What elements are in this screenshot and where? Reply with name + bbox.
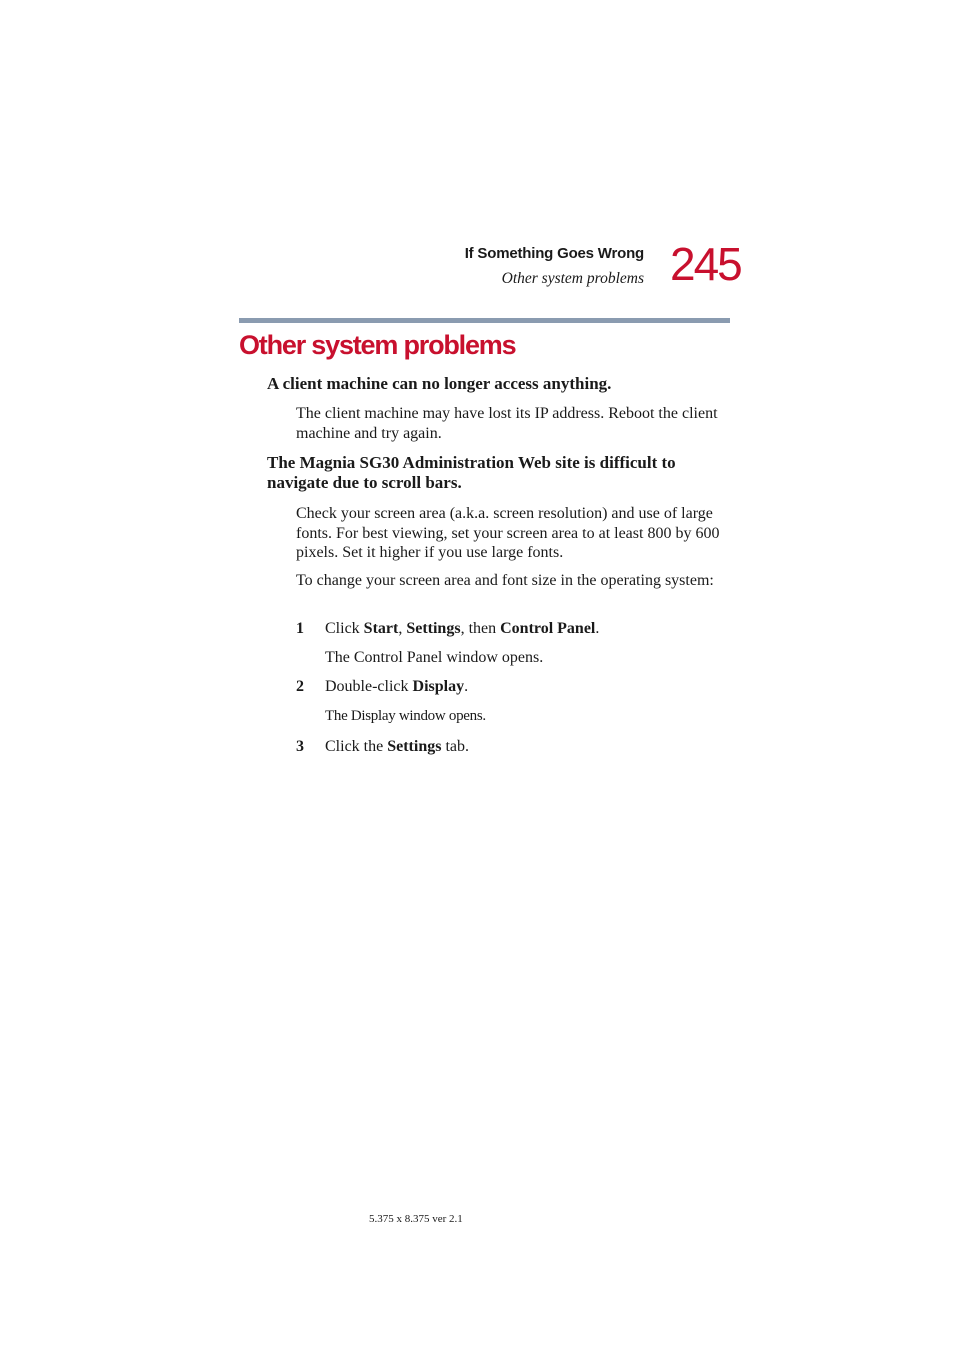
problem-body-2: Check your screen area (a.k.a. screen resolution) and use of large fonts. For best viewing, set your screen area to at least 800 by 600 pixels. Set it higher if you use large fonts. [296, 505, 720, 561]
step-number-2: 2 [296, 678, 304, 695]
ui-term-control-panel: Control Panel [500, 620, 596, 637]
ui-term-display: Display [412, 678, 465, 695]
ui-term-settings-tab: Settings [387, 738, 442, 755]
ui-term-start: Start [363, 620, 399, 637]
page-number: 245 [670, 238, 741, 290]
step-text-1: Click Start, Settings, then Control Panel. [325, 620, 600, 637]
procedure-intro: To change your screen area and font size in the operating system: [296, 572, 714, 589]
section-title: Other system problems [239, 330, 516, 360]
step-result-2: The Display window opens. [325, 708, 486, 724]
problem-heading-1: A client machine can no longer access anything. [267, 374, 612, 393]
running-header-section: Other system problems [501, 270, 644, 287]
step-number-3: 3 [296, 738, 304, 755]
running-header-chapter: If Something Goes Wrong [464, 245, 644, 262]
problem-heading-2: The Magnia SG30 Administration Web site is difficult to navigate due to scroll bars. [267, 453, 676, 492]
problem-body-1: The client machine may have lost its IP address. Reboot the client machine and try again. [296, 405, 718, 442]
section-rule [239, 318, 730, 323]
step-text-3: Click the Settings tab. [325, 738, 469, 755]
ui-term-settings: Settings [406, 620, 461, 637]
step-result-1: The Control Panel window opens. [325, 649, 544, 666]
step-number-1: 1 [296, 620, 304, 637]
step-text-2: Double-click Display. [325, 678, 469, 695]
print-footer: 5.375 x 8.375 ver 2.1 [369, 1213, 463, 1225]
